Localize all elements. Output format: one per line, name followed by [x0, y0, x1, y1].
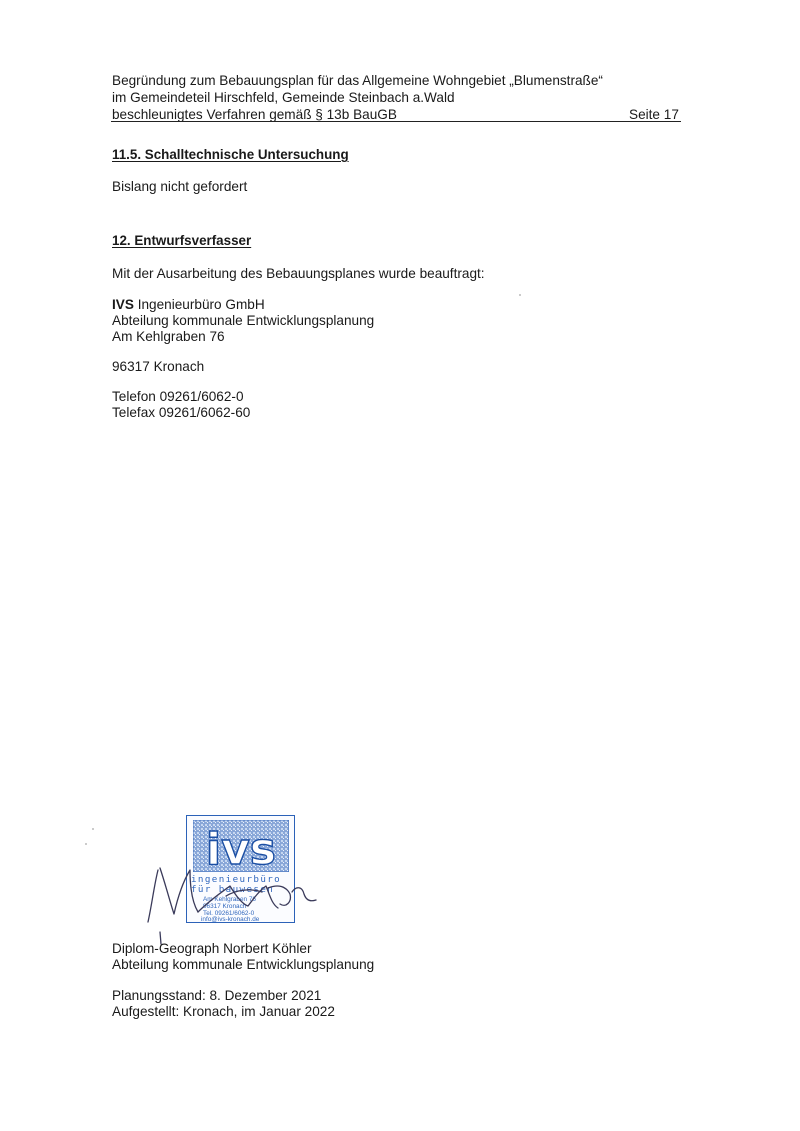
signatory-name: Diplom-Geograph Norbert Köhler	[112, 941, 312, 956]
stamp-address-4: info@ivs-kronach.de	[201, 916, 260, 923]
section-11-5-heading: 11.5. Schalltechnische Untersuchung	[112, 147, 349, 162]
company-stamp	[186, 815, 295, 923]
company-department: Abteilung kommunale Entwicklungsplanung	[112, 313, 375, 328]
stamp-address-1: Am Kehlgraben 76	[203, 896, 256, 903]
stamp-tagline-2: für bauwesen	[191, 884, 275, 895]
company-name	[112, 296, 265, 313]
ivs-logo-icon	[193, 820, 289, 872]
section-12-heading: 12. Entwurfsverfasser	[112, 233, 252, 248]
section-11-5-body: Bislang nicht gefordert	[112, 179, 248, 194]
company-name-bold: IVS	[112, 297, 134, 312]
planning-status: Planungsstand: 8. Dezember 2021	[112, 988, 322, 1003]
header-title-line-1: Begründung zum Bebauungsplan für das Allgemeine Wohngebiet „Blumenstraße“	[112, 73, 603, 88]
signatory-department: Abteilung kommunale Entwicklungsplanung	[112, 957, 375, 972]
stamp-address-2: 96317 Kronach	[203, 903, 247, 910]
header-title-line-2: im Gemeindeteil Hirschfeld, Gemeinde Steinbach a.Wald	[112, 90, 455, 105]
scan-speck	[519, 294, 521, 296]
section-12-intro: Mit der Ausarbeitung des Bebauungsplanes wurde beauftragt:	[112, 266, 485, 281]
stamp-tagline-1: ingenieurbüro	[191, 874, 282, 885]
header-title-line-3: beschleunigtes Verfahren gemäß § 13b BauGB	[112, 107, 397, 122]
header-divider	[111, 121, 681, 122]
company-city: 96317 Kronach	[112, 359, 205, 374]
scan-speck	[85, 843, 87, 845]
company-name-rest: Ingenieurbüro GmbH	[133, 297, 265, 312]
company-phone: Telefon 09261/6062-0	[112, 389, 244, 404]
company-fax: Telefax 09261/6062-60	[112, 405, 251, 420]
page-number: Seite 17	[629, 107, 679, 122]
company-street: Am Kehlgraben 76	[112, 329, 225, 344]
created-date: Aufgestellt: Kronach, im Januar 2022	[112, 1004, 335, 1019]
svg-text:ivs: ivs	[206, 824, 276, 872]
stamp-address-3: Tel. 09261/6062-0	[203, 910, 255, 917]
scan-speck	[92, 828, 94, 830]
